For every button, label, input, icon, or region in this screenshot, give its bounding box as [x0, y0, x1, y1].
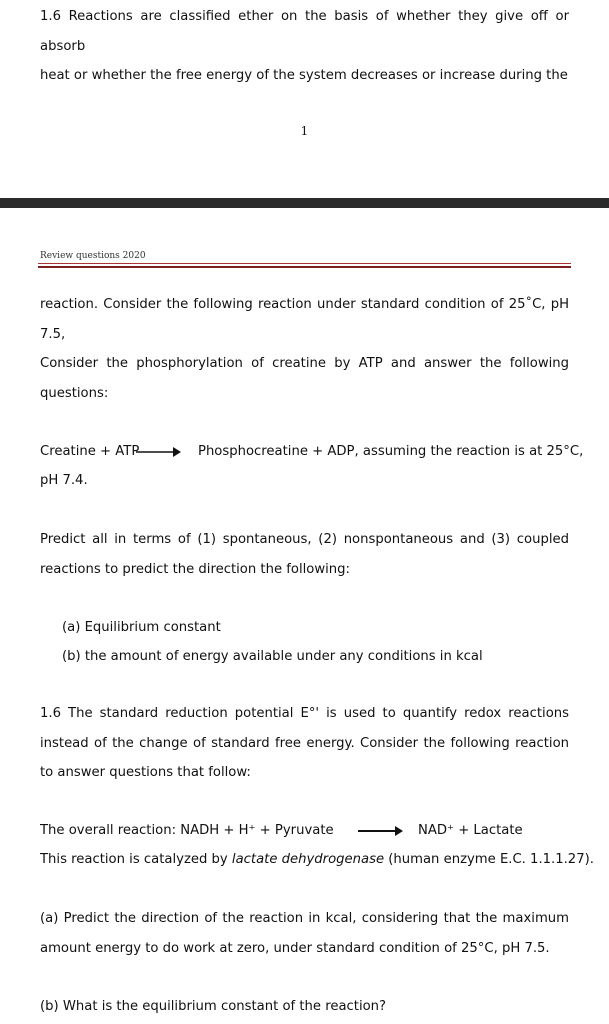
overall-reaction-reactants: The overall reaction: NADH + H⁺ + Pyruvate	[40, 823, 334, 838]
page1-line-2: heat or whether the free energy of the system decreases or increase during the	[40, 68, 568, 83]
enzyme-name: lactate dehydrogenase	[231, 852, 385, 867]
paragraph-reaction-condition: reaction. Consider the following reaction under standard condition of 25˚C, pH 7.5,	[40, 297, 569, 342]
page-2	[0, 208, 609, 1024]
overall-reaction-products: NAD⁺ + Lactate	[418, 823, 523, 838]
header-rule-thin	[38, 263, 571, 264]
reaction1-continuation: pH 7.4.	[40, 473, 88, 488]
reaction1-products: Phosphocreatine + ADP, assuming the reaction is at 25°C,	[198, 444, 584, 459]
question-a: (a) Predict the direction of the reaction in kcal, considering that the maximum amount energy to do work at zero, under standard condition of 25°C, pH 7.5.	[40, 911, 569, 956]
running-header: Review questions 2020	[40, 251, 146, 261]
paragraph-reduction-potential: 1.6 The standard reduction potential E°' is used to quantify redox reactions instead of the change of standard free energy. Consider the following reaction to answer questions that follow:	[40, 706, 569, 780]
page1-line-1: 1.6 Reactions are classified ether on the basis of whether they give off or absorb	[40, 9, 569, 54]
reaction-arrow-icon	[136, 446, 182, 458]
page1-text	[40, 2, 569, 91]
page-number: 1	[300, 124, 309, 138]
overall-reaction-arrow-icon	[358, 825, 404, 837]
list-item-equilibrium: (a) Equilibrium constant	[62, 620, 221, 635]
catalysis-sentence	[40, 851, 594, 869]
page-1	[0, 0, 609, 198]
paragraph-phosphorylation: Consider the phosphorylation of creatine by ATP and answer the following questions:	[40, 356, 569, 401]
reaction1-reactants: Creatine + ATP	[40, 444, 140, 459]
header-rule-thick	[38, 266, 571, 268]
catalysis-prefix: This reaction is catalyzed by	[40, 852, 232, 867]
catalysis-suffix: (human enzyme E.C. 1.1.1.27).	[384, 852, 594, 867]
list-item-energy: (b) the amount of energy available under any conditions in kcal	[62, 649, 483, 664]
page-separator	[0, 198, 609, 208]
paragraph-predict: Predict all in terms of (1) spontaneous, (2) nonspontaneous and (3) coupled reactions to predict the direction the following:	[40, 532, 569, 577]
question-b: (b) What is the equilibrium constant of the reaction?	[40, 999, 387, 1014]
